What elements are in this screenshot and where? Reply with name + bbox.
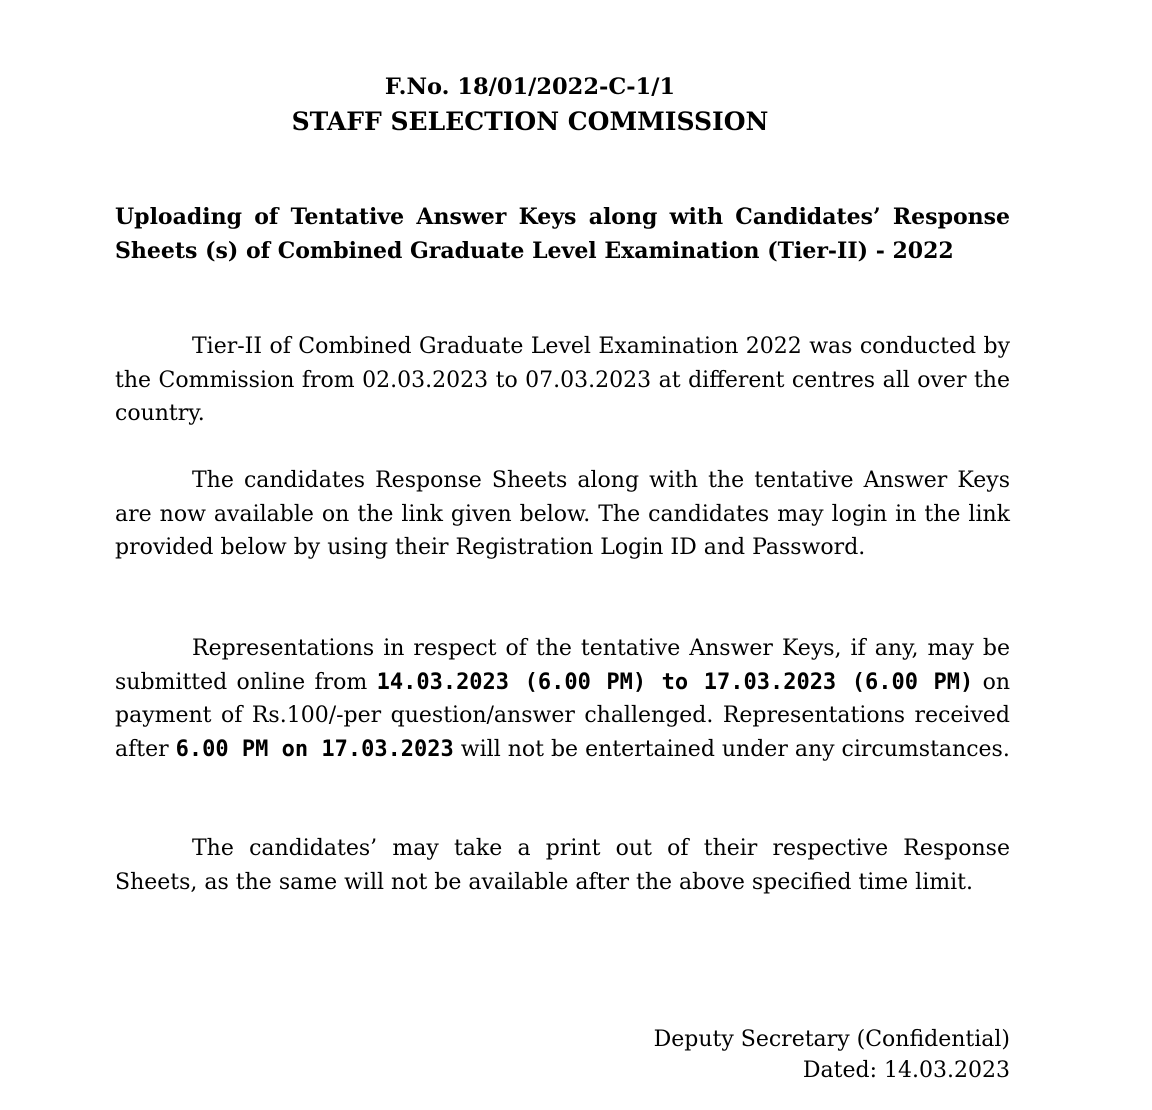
notice-date: Dated: 14.03.2023	[802, 1058, 1010, 1083]
signatory-designation: Deputy Secretary (Confidential)	[653, 1027, 1010, 1052]
notice-subject: Uploading of Tentative Answer Keys along with Candidates’ Response Sheets (s) of Combined Graduate Level Examination (Tier-II) - 2022	[115, 204, 1010, 264]
representations-text-3: will not be entertained under any circumstances.	[453, 736, 1010, 762]
representations-text-2: on payment of Rs.100/-per question/answer challenged. Representations received after	[115, 669, 1010, 762]
paragraph-representations	[115, 632, 1010, 766]
representations-text-1: Representations in respect of the tentative Answer Keys, if any, may be submitted online from	[115, 636, 1010, 695]
signature-block	[654, 1024, 1010, 1086]
file-number: F.No. 18/01/2022-C-1/1	[384, 74, 676, 100]
organization-title: STAFF SELECTION COMMISSION	[291, 107, 769, 136]
representation-deadline: 6.00 PM on 17.03.2023	[175, 736, 454, 762]
paragraph-response-sheets: The candidates Response Sheets along with the tentative Answer Keys are now available on the link given below. The candidates may login in the link provided below by using their Registration Login ID and Password.	[115, 468, 1010, 560]
representation-window: 14.03.2023 (6.00 PM) to 17.03.2023 (6.00 PM)	[376, 669, 974, 695]
paragraph-print-advice: The candidates’ may take a print out of their respective Response Sheets, as the same will not be available after the above specified time limit.	[115, 836, 1010, 895]
paragraph-exam-conducted: Tier-II of Combined Graduate Level Examination 2022 was conducted by the Commission from 02.03.2023 to 07.03.2023 at different centres all over the country.	[115, 334, 1010, 426]
